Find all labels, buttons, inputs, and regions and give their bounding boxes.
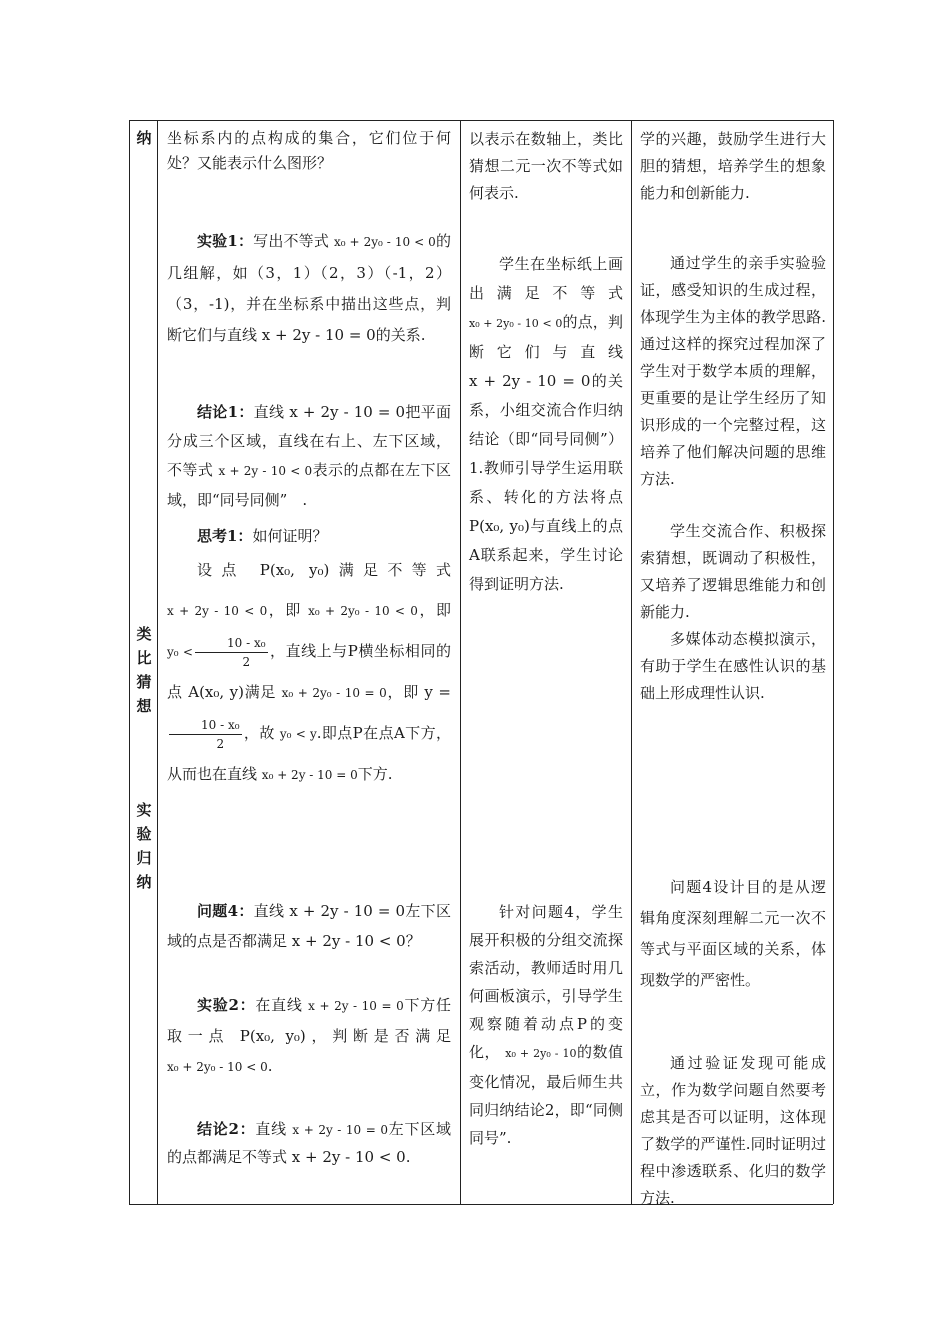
stage-label-experiment: 实 验 归 纳	[136, 801, 152, 891]
conclusion-2: 结论2：直线 x + 2y - 10 = 0左下区域的点都满足不等式 x + 2y - 10 < 0.	[167, 1120, 451, 1166]
stage-label-analogy: 类 比 猜 想	[136, 625, 152, 715]
question-4: 问题4：直线 x + 2y - 10 = 0左下区域的点是否都满足 x + 2y - 10 < 0？	[167, 902, 451, 950]
think-1: 思考1：如何证明？	[197, 527, 328, 545]
activity-paragraph-2: 学生在坐标纸上画出满足不等式 x₀ + 2y₀ - 10 < 0的点，判断它们与直线 x + 2y - 10 = 0的关系，小组交流合作归纳结论（即“同号同侧”）1.教师引导学生运用联系、转化的方法将点 P(x₀, y₀)与直线上的点A联系起来，学生讨论得到证明方法.	[469, 255, 623, 593]
table-border-right	[833, 120, 834, 1204]
experiment-2: 实验2：在直线 x + 2y - 10 = 0下方任取一点 P(x₀, y₀)，判断是否满足 x₀ + 2y₀ - 10 < 0.	[167, 996, 451, 1075]
table-divider-1	[157, 120, 158, 1204]
intent-paragraph-4: 多媒体动态模拟演示，有助于学生在感性认识的基础上形成理性认识.	[640, 630, 826, 702]
intent-paragraph-2: 通过学生的亲手实验验证，感受知识的生成过程，体现学生为主体的教学思路.通过这样的探究过程加深了学生对于数学本质的理解，更重要的是让学生经历了知识形成的一个完整过程，这培养了他们解决问题的思维方法.	[640, 254, 826, 488]
table-divider-3	[631, 120, 632, 1204]
proof-paragraph: 设点 P(x₀, y₀)满足不等式 x + 2y - 10 < 0，即 x₀ + 2y₀ - 10 < 0，即 y₀ < $\frac{\text{10 - x₀}}{2}$ ，直线上与P横坐标相同的点 A(x₀, y)满足 x₀ + 2y₀ - 10 = 0，即 y = $\frac{\text{10 - x₀}}{2}$ ，故 y₀ < y.即点P在点A下方，从而也在直线 x₀ + 2y - 10 = 0下方.	[167, 561, 451, 783]
table-divider-2	[460, 120, 461, 1204]
fraction-2: $\frac{\text{10 - x₀}}{2}$	[169, 716, 242, 753]
experiment-1: 实验1：写出不等式 x₀ + 2y₀ - 10 < 0的几组解，如（3，1）（2，3）（-1，2）（3，-1)，并在坐标系中描出这些点，判断它们与直线 x + 2y - 10 = 0的关系.	[167, 232, 451, 344]
intent-paragraph-3: 学生交流合作、积极探索猜想，既调动了积极性，又培养了逻辑思维能力和创新能力.	[640, 522, 826, 621]
table-border-left	[129, 120, 130, 1204]
intent-paragraph-5: 问题4设计目的是从逻辑角度深刻理解二元一次不等式与平面区域的关系，体现数学的严密性。	[640, 878, 826, 989]
intro-paragraph: 坐标系内的点构成的集合，它们位于何处？又能表示什么图形？	[167, 129, 451, 172]
activity-paragraph-1: 以表示在数轴上，类比猜想二元一次不等式如何表示.	[469, 130, 623, 202]
fraction-1: $\frac{\text{10 - x₀}}{2}$	[195, 634, 268, 671]
conclusion-1: 结论1：直线 x + 2y - 10 = 0把平面分成三个区域，直线在右上、左下区域，不等式 x + 2y - 10 < 0表示的点都在左下区域，即“同号同侧” .	[167, 403, 451, 509]
stage-label-top: 纳	[136, 129, 152, 147]
intent-paragraph-6: 通过验证发现可能成立，作为数学问题自然要考虑其是否可以证明，这体现了数学的严谨性.同时证明过程中渗透联系、化归的数学方法.	[640, 1054, 826, 1207]
activity-paragraph-3: 针对问题4，学生展开积极的分组交流探索活动，教师适时用几何画板演示，引导学生观察随着动点P的变化， x₀ + 2y₀ - 10的数值变化情况，最后师生共同归纳结论2，即“同侧同号”.	[469, 903, 623, 1147]
intent-paragraph-1: 学的兴趣，鼓励学生进行大胆的猜想，培养学生的想象能力和创新能力.	[640, 130, 826, 202]
